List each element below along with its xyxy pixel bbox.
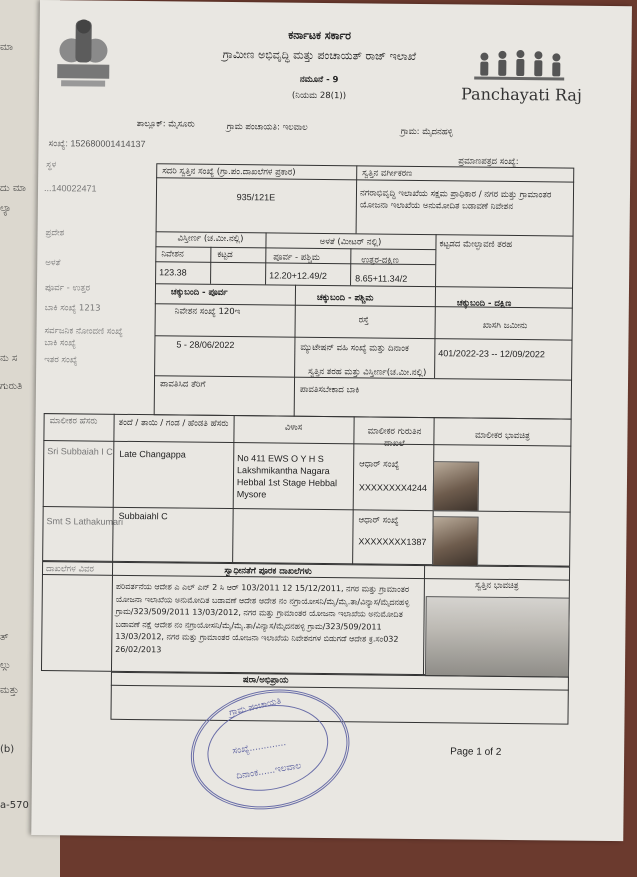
east-west-label: ಪೂರ್ವ - ಪಶ್ಚಿಮ	[273, 252, 320, 263]
owner-photo	[433, 461, 480, 511]
under-sheet-text: ನು ಸ	[0, 353, 18, 364]
owner-id-label: ಆಧಾರ್ ಸಂಖ್ಯೆ	[359, 459, 400, 470]
dimensions-label: ಅಳತೆ (ಮೀಟರ್ ನಲ್ಲಿ)	[319, 236, 382, 248]
classification-label: ಸ್ವತ್ತಿನ ವರ್ಗೀಕರಣ	[362, 168, 413, 179]
owner-name: Sri Subbaiah I C	[47, 446, 113, 457]
owner-photo	[432, 516, 479, 566]
side-label: ಅಳತೆ	[45, 258, 61, 269]
under-sheet-text: (b)	[0, 744, 15, 755]
building-label: ಕಟ್ಟಡ	[217, 249, 233, 261]
owner-relation: Late Changappa	[119, 448, 186, 460]
east-boundary-label: ಚಕ್ಕುಬಂದಿ - ಪೂರ್ವ	[170, 287, 228, 298]
mutation-value: 401/2022-23 -- 12/09/2022	[438, 348, 545, 360]
east-boundary-value: ನಿವೇಶನ ಸಂಖ್ಯೆ 120ಇ	[174, 306, 241, 318]
department-title: ಗ್ರಾಮೀಣ ಅಭಿವೃದ್ಧಿ ಮತ್ತು ಪಂಚಾಯತ್ ರಾಜ್ ಇಲಾಖೆ	[222, 47, 417, 63]
under-sheet-text: ತ್	[0, 632, 9, 643]
owner-address-header: ವಿಳಾಸ	[284, 422, 303, 433]
property-id-label: ಸದರಿ ಸ್ವತ್ತಿನ ಸಂಖ್ಯೆ (ಗ್ರಾ.ಪಂ.ದಾಖಲೆಗಳ ಪ್ರಕಾರ)	[162, 166, 296, 178]
south-boundary-value: ಖಾಸಗಿ ಜಮೀನು	[482, 320, 528, 332]
side-label: ಸರ್ವಜನಿಕ ನೋಂದಣಿ ಸಂಖ್ಯೆ	[44, 326, 123, 337]
govt-title: ಕರ್ನಾಟಕ ಸರ್ಕಾರ	[288, 28, 352, 43]
record-number: ಸಂಖ್ಯೆ: 152680001414137	[48, 138, 146, 150]
rule-number: (ನಿಯಮ 28(1))	[291, 90, 347, 102]
owner-relation: Subbaiahl C	[118, 510, 168, 522]
under-sheet-text: ಲ್ಯಾ	[0, 203, 12, 214]
remarks-label: ಷರಾ/ಅಭಿಪ್ರಾಯ	[242, 675, 289, 686]
property-id-value: 935/121E	[236, 192, 276, 203]
side-label: ಬಾಕಿ ಸಂಖ್ಯೆ	[44, 338, 76, 349]
under-sheet-text: ಲ್ಗು	[0, 660, 11, 671]
under-sheet-text: ಗುರುತಿ	[0, 381, 23, 392]
tax-paid-label: ಪಾವತಿಸಿದ ತೆರಿಗೆ	[159, 379, 206, 390]
north-south-label: ಉತ್ತರ-ದಕ್ಷಿಣ	[361, 255, 399, 266]
tax-due-label: ಪಾವತಿಸಬೇಕಾದ ಬಾಕಿ	[299, 384, 360, 396]
side-label: ಇತರ ಸಂಖ್ಯೆ	[44, 355, 78, 366]
north-south-value: 8.65+11.34/2	[355, 273, 408, 284]
east-west-value: 12.20+12.49/2	[269, 270, 327, 282]
owner-name-header: ಮಾಲೀಕರ ಹೆಸರು	[49, 416, 98, 427]
west-boundary-label: ಚಕ್ಕುಬಂದಿ - ಪಶ್ಚಿಮ	[316, 292, 374, 304]
side-label: ...140022471	[43, 183, 97, 194]
area-label: ವಿಸ್ತೀರ್ಣ (ಚ.ಮೀ.ನಲ್ಲಿ)	[177, 233, 244, 245]
registration-date-value: 5 - 28/06/2022	[176, 339, 235, 351]
page-number: Page 1 of 2	[450, 746, 502, 758]
west-boundary-value: ರಸ್ತೆ	[358, 315, 369, 326]
owner-address: No 411 EWS O Y H S Lakshmikantha Nagara Hebbal 1st Stage Hebbal Mysore	[236, 453, 338, 500]
property-photo	[425, 596, 570, 678]
south-boundary-label: ಚಕ್ಕುಬಂದಿ - ದಕ್ಷಿಣ	[456, 298, 512, 309]
building-type-label: ಕಟ್ಟಡದ ಮೇಲ್ಛಾವಣಿ ತರಹ	[439, 239, 513, 250]
logo-text: Panchayati Raj	[460, 84, 582, 105]
site-area-value: 123.38	[159, 267, 187, 278]
taluk-label: ತಾಲ್ಲೂಕ್: ಮೈಸೂರು	[136, 119, 195, 130]
under-sheet-text: ಮತ್ತು	[0, 685, 19, 696]
owner-photo-header: ಮಾಲೀಕರ ಭಾವಚಿತ್ರ	[475, 430, 530, 442]
owner-id-value: XXXXXXXX1387	[358, 536, 427, 548]
mutation-label: ಮ್ಯುಟೇಷನ್ ವಹಿ ಸಂಖ್ಯೆ ಮತ್ತು ದಿನಾಂಕ	[300, 342, 409, 354]
site-label: ನಿವೇಶನ	[161, 249, 184, 260]
documents-header: ಸ್ವಾಧೀನತೆಗೆ ಪೂರಕ ದಾಖಲೆಗಳು	[224, 565, 312, 577]
owner-relation-header: ತಂದೆ / ತಾಯಿ / ಗಂಡ / ಹೆಂಡತಿ ಹೆಸರು	[118, 417, 229, 429]
side-label: ಬಾಕಿ ಸಂಖ್ಯೆ 1213	[44, 303, 101, 314]
documents-text: ಪರಿವರ್ತನೆಯ ಆದೇಶ ಎ ಎಲ್ ಎನ್ 2 ಸಿ ಆರ್ 103/2011 12 15/12/2011, ನಗರ ಮತ್ತು ಗ್ರಾಮಾಂತರ ಯೋಜನಾ ಇಲಾಖೆಯ ಅನುಮೋದಿತ ಬಡಾವಣೆ ಆದೇಶ ಆದೇಶ ನಂ ನಗ್ರಾಯೋಸನಿ/ಮೈ/ಮೈ.ತಾ/ವಿನ್ಯಾಸ/ಮೈದನಹಳ್ಳಿ ಗ್ರಾಮ/323/509/2011 13/03/2012, ನಗರ ಮತ್ತು ಗ್ರಾಮಾಂತರ ಯೋಜನಾ ಇಲಾಖೆಯ ಅನುಮೋದಿತ ಬಡಾವಣೆ ನಕ್ಷೆ ಆದೇಶ ನಂ ನಗ್ರಾಯೋಸನಿ/ಮೈ/ಮೈ.ತಾ/ವಿನ್ಯಾಸ/ಮೈದನಹಳ್ಳಿ ಗ್ರಾಮ/323/509/2011 13/03/2012, ನಗರ ಮತ್ತು ಗ್ರಾಮಾಂತರ ಯೋಜನಾ ಇಲಾಖೆಯ ನಿವೇಶನಗಳ ಬಿಡುಗಡೆ ಆದೇಶ ಕ್ರ.ಸಂ032 26/02/2013	[115, 581, 410, 654]
owner-name: Smt S Lathakumari	[46, 516, 124, 527]
under-sheet-text: ಮಾ	[0, 42, 14, 53]
panchayat-label: ಗ್ರಾಮ ಪಂಚಾಯತಿ: ಇಲವಾಲ	[226, 121, 308, 133]
build-area-label: ಸ್ವತ್ತಿನ ತರಹ ಮತ್ತು ವಿಸ್ತೀರ್ಣ(ಚ.ಮೀ.ನಲ್ಲಿ)	[308, 366, 427, 379]
classification-value: ನಗರಾಭಿವೃದ್ಧಿ ಇಲಾಖೆಯ ಸಕ್ಷಮ ಪ್ರಾಧಿಕಾರ / ನಗರ ಮತ್ತು ಗ್ರಾಮಾಂತರ ಯೋಜನಾ ಇಲಾಖೆಯ ಅನುಮೋದಿತ ಬಡಾವಣೆ ನಿವೇಶನ	[359, 188, 552, 212]
village-label: ಗ್ರಾಮ: ಮೈದನಹಳ್ಳಿ	[400, 126, 453, 138]
property-photo-label: ಸ್ವತ್ತಿನ ಭಾವಚಿತ್ರ	[475, 580, 519, 592]
owner-id-value: XXXXXXXX4244	[358, 482, 428, 494]
under-sheet-text: a-570	[0, 800, 29, 811]
owner-id-label: ಆಧಾರ್ ಸಂಖ್ಯೆ	[358, 515, 399, 526]
documents-side-label: ದಾಖಲೆಗಳ ವಿವರ	[45, 564, 94, 575]
side-label: ಪೂರ್ವ - ಉತ್ತರ	[44, 283, 91, 294]
form-number: ನಮೂನೆ - 9	[299, 74, 339, 86]
state-emblem-icon	[51, 14, 116, 95]
certificate-number-label: ಪ್ರಮಾಣಪತ್ರದ ಸಂಖ್ಯೆ:	[458, 156, 519, 168]
owner-id-header: ಮಾಲೀಕರ ಗುರುತಿನ ದಾಖಲೆ	[367, 426, 422, 449]
certificate-sheet: Panchayati Raj ಕರ್ನಾಟಕ ಸರ್ಕಾರ ಗ್ರಾಮೀಣ ಅಭಿವೃದ್ಧಿ ಮತ್ತು ಪಂಚಾಯತ್ ರಾಜ್ ಇಲಾಖೆ ನಮೂನೆ - 9 (ನಿಯಮ 28(1)) ತಾಲ್ಲೂಕ್: ಮೈಸೂರು ಗ್ರಾಮ ಪಂಚಾಯತಿ: ಇಲವಾಲ ಗ್ರಾಮ: ಮೈದನಹಳ್ಳಿ ಸಂಖ್ಯೆ: 152680001414137 ಪ್ರಮಾಣಪತ್ರದ ಸಂಖ್ಯೆ: ಸ್ಥಳ ...140022471 ಪ್ರದೇಶ ಅಳತೆ ಪೂರ್ವ - ಉತ್ತರ ಬಾಕಿ ಸಂಖ್ಯೆ 1213 ಸರ್ವಜನಿಕ ನೋಂದಣಿ ಸಂಖ್ಯೆ ಬಾಕಿ ಸಂಖ್ಯೆ ಇತರ ಸಂಖ್ಯೆ ಸದರಿ ಸ್ವತ್ತಿನ ಸಂಖ್ಯೆ (ಗ್ರಾ.ಪಂ.ದಾಖಲೆಗಳ ಪ್ರಕಾರ) ಸ್ವತ್ತಿನ ವರ್ಗೀಕರಣ 935/121E ನಗರಾಭಿವೃದ್ಧಿ ಇಲಾಖೆಯ ಸಕ್ಷಮ ಪ್ರಾಧಿಕಾರ / ನಗರ ಮತ್ತು ಗ್ರಾಮಾಂತರ ಯೋಜನಾ ಇಲಾಖೆಯ ಅನುಮೋದಿತ ಬಡಾವಣೆ ನಿವೇಶನ ವಿಸ್ತೀರ್ಣ (ಚ.ಮೀ.ನಲ್ಲಿ) ಅಳತೆ (ಮೀಟರ್ ನಲ್ಲಿ) ಕಟ್ಟಡದ ಮೇಲ್ಛಾವಣಿ ತರಹ ನಿವೇಶನ ಕಟ್ಟಡ ಪೂರ್ವ - ಪಶ್ಚಿಮ ಉತ್ತರ-ದಕ್ಷಿಣ 123.38 12.20+12.49/2 8.65+11.34/2 ಚಕ್ಕುಬಂದಿ - ಪೂರ್ವ ಚಕ್ಕುಬಂದಿ - ಪಶ್ಚಿಮ ಚಕ್ಕುಬಂದಿ - ದಕ್ಷಿಣ ನಿವೇಶನ ಸಂಖ್ಯೆ 120ಇ ರಸ್ತೆ ಖಾಸಗಿ ಜಮೀನು 5 - 28/06/2022 ಮ್ಯುಟೇಷನ್ ವಹಿ ಸಂಖ್ಯೆ ಮತ್ತು ದಿನಾಂಕ 401/2022-23 -- 12/09/2022 ಸ್ವತ್ತಿನ ತರಹ ಮತ್ತು ವಿಸ್ತೀರ್ಣ(ಚ.ಮೀ.ನಲ್ಲಿ) ಪಾವತಿಸಿದ ತೆರಿಗೆ ಪಾವತಿಸಬೇಕಾದ ಬಾಕಿ ಮಾಲೀಕರ ಹೆಸರು ತಂದೆ / ತಾಯಿ / ಗಂಡ / ಹೆಂಡತಿ ಹೆಸರು ವಿಳಾಸ ಮಾಲೀಕರ ಗುರುತಿನ ದಾಖಲೆ ಮಾಲೀಕರ ಭಾವಚಿತ್ರ Sri Subbaiah I C Late Changappa No 411 EWS O Y H S Lakshmikantha Nagara Hebbal 1st Stage Hebbal Mysore ಆಧಾರ್ ಸಂಖ್ಯೆ XXXXXXXX4244 Smt S Lathakumari Subbaiahl C ಆಧಾರ್ ಸಂಖ್ಯೆ XXXXXXXX1387 ದಾಖಲೆಗಳ ವಿವರ ಸ್ವಾಧೀನತೆಗೆ ಪೂರಕ ದಾಖಲೆಗಳು ಸ್ವತ್ತಿನ ಭಾವಚಿತ್ರ ಪರಿವರ್ತನೆಯ ಆದೇಶ ಎ ಎಲ್ ಎನ್ 2 ಸಿ ಆರ್ 103/2011 12 15/12/2011, ನಗರ ಮತ್ತು ಗ್ರಾಮಾಂತರ ಯೋಜನಾ ಇಲಾಖೆಯ ಅನುಮೋದಿತ ಬಡಾವಣೆ ಆದೇಶ ಆದೇಶ ನಂ ನಗ್ರಾಯೋಸನಿ/ಮೈ/ಮೈ.ತಾ/ವಿನ್ಯಾಸ/ಮೈದನಹಳ್ಳಿ ಗ್ರಾಮ/323/509/2011 13/03/2012, ನಗರ ಮತ್ತು ಗ್ರಾಮಾಂತರ ಯೋಜನಾ ಇಲಾಖೆಯ ಅನುಮೋದಿತ ಬಡಾವಣೆ ನಕ್ಷೆ ಆದೇಶ ನಂ ನಗ್ರಾಯೋಸನಿ/ಮೈ/ಮೈ.ತಾ/ವಿನ್ಯಾಸ/ಮೈದನಹಳ್ಳಿ ಗ್ರಾಮ/323/509/2011 13/03/2012, ನಗರ ಮತ್ತು ಗ್ರಾಮಾಂತರ ಯೋಜನಾ ಇಲಾಖೆಯ ನಿವೇಶನಗಳ ಬಿಡುಗಡೆ ಆದೇಶ ಕ್ರ.ಸಂ032 26/02/2013 ಷರಾ/ಅಭಿಪ್ರಾಯ ಗ್ರಾಮ ಪಂಚಾಯತಿ ಸಂಖ್ಯೆ............. ದಿನಾಂಕ......ಇಲವಾಲ Page 1 of 2	[31, 0, 632, 841]
side-label: ಸ್ಥಳ	[46, 160, 57, 171]
side-label: ಪ್ರದೇಶ	[45, 228, 65, 239]
under-sheet-text: ದು ಮಾ	[0, 183, 26, 194]
